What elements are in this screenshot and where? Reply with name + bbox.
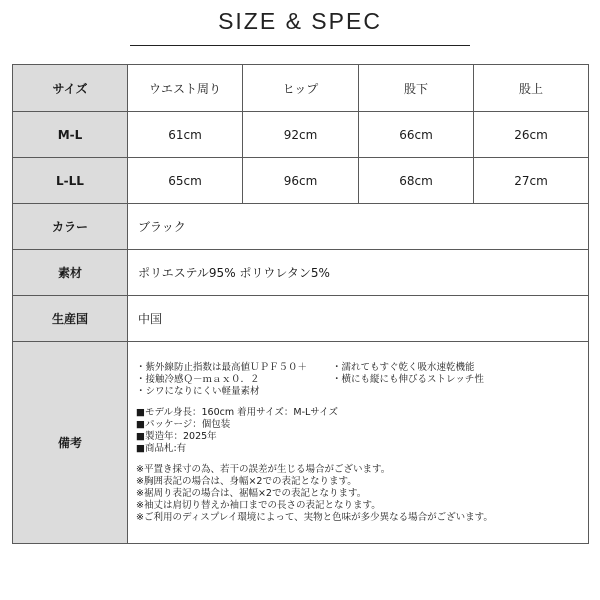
color-label: カラー xyxy=(13,204,128,250)
detail-item: ■パッケージ：個包装 xyxy=(136,419,231,430)
feature-list xyxy=(136,362,579,398)
page-title: SIZE & SPEC xyxy=(218,8,382,34)
feature-item: ・横にも縦にも伸びるストレッチ性 xyxy=(332,374,484,385)
caution-item: ※ご利用のディスプレイ環境によって、実物と色味が多少異なる場合がございます。 xyxy=(136,512,493,523)
header-waist: ウエスト周り xyxy=(128,65,243,112)
rise-value: 27cm xyxy=(474,158,589,204)
header-inseam: 股下 xyxy=(359,65,474,112)
rise-value: 26cm xyxy=(474,112,589,158)
feature-item: ・接触冷感Ｑ－ｍａｘ０．２ xyxy=(136,374,260,385)
feature-item: ・紫外線防止指数は最高値ＵＰＦ５０＋ xyxy=(136,362,308,373)
material-row xyxy=(13,250,589,296)
waist-value: 61cm xyxy=(128,112,243,158)
hip-value: 92cm xyxy=(243,112,359,158)
header-size: サイズ xyxy=(13,65,128,112)
detail-item: ■商品札:有 xyxy=(136,443,187,454)
size-label-lll: L-LL xyxy=(13,158,128,204)
inseam-value: 66cm xyxy=(359,112,474,158)
caution-item: ※袖丈は肩切り替えか袖口までの長さの表記となります。 xyxy=(136,500,381,511)
caution-list xyxy=(136,464,579,524)
caution-item: ※裾周り表記の場合は、裾幅×2での表記となります。 xyxy=(136,488,367,499)
origin-row xyxy=(13,296,589,342)
detail-item: ■製造年：2025年 xyxy=(136,431,217,442)
color-value: ブラック xyxy=(128,204,589,250)
size-spec-table xyxy=(12,64,589,544)
notes-label: 備考 xyxy=(13,342,128,544)
table-header-row xyxy=(13,65,589,112)
caution-item: ※胸囲表記の場合は、身幅×2での表記となります。 xyxy=(136,476,357,487)
waist-value: 65cm xyxy=(128,158,243,204)
caution-item: ※平置き採寸の為、若干の誤差が生じる場合がございます。 xyxy=(136,464,391,475)
detail-list xyxy=(136,407,579,455)
hip-value: 96cm xyxy=(243,158,359,204)
title-underline xyxy=(130,45,470,46)
detail-item: ■モデル身長：160cm 着用サイズ：M-Lサイズ xyxy=(136,407,339,418)
size-label-ml: M-L xyxy=(13,112,128,158)
origin-value: 中国 xyxy=(128,296,589,342)
color-row xyxy=(13,204,589,250)
inseam-value: 68cm xyxy=(359,158,474,204)
header-rise: 股上 xyxy=(474,65,589,112)
origin-label: 生産国 xyxy=(13,296,128,342)
header-hip: ヒップ xyxy=(243,65,359,112)
notes-content xyxy=(128,342,589,544)
feature-item: ・濡れてもすぐ乾く吸水速乾機能 xyxy=(332,362,475,373)
material-value: ポリエステル95% ポリウレタン5% xyxy=(128,250,589,296)
table-row xyxy=(13,158,589,204)
table-row xyxy=(13,112,589,158)
feature-item: ・シワになりにくい軽量素材 xyxy=(136,386,260,397)
material-label: 素材 xyxy=(13,250,128,296)
notes-row xyxy=(13,342,589,544)
